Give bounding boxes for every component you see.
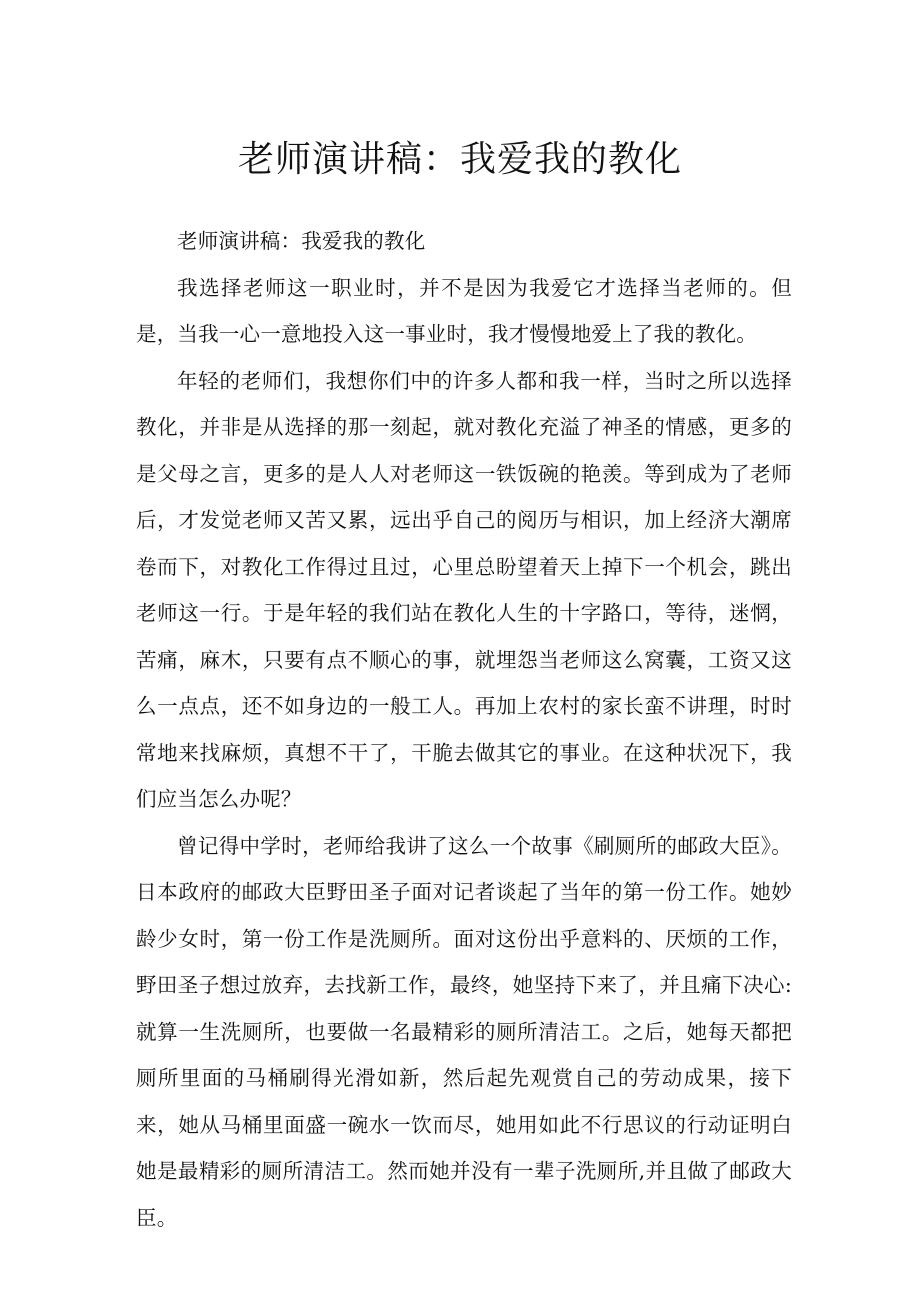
paragraph: 曾记得中学时，老师给我讲了这么一个故事《刷厕所的邮政大臣》。日本政府的邮政大臣野田圣子面对记者谈起了当年的第一份工作。她妙龄少女时，第一份工作是洗厕所。面对这份出乎意料的、厌烦的工作，野田圣子想过放弃，去找新工作，最终，她坚持下来了，并且痛下决心:就算一生洗厕所，也要做一名最精彩的厕所清洁工。之后，她每天都把厕所里面的马桶刷得光滑如新，然后起先观赏自己的劳动成果，接下来，她从马桶里面盛一碗水一饮而尽，她用如此不行思议的行动证明白她是最精彩的厕所清洁工。然而她并没有一辈子洗厕所,并且做了邮政大臣。: [136, 833, 792, 1230]
paragraph-subtitle: 老师演讲稿：我爱我的教化: [177, 229, 426, 253]
paragraph: 我选择老师这一职业时，并不是因为我爱它才选择当老师的。但是，当我一心一意地投入这一事业时，我才慢慢地爱上了我的教化。: [136, 275, 792, 346]
document-body: [136, 218, 792, 1241]
document-title: 老师演讲稿：我爱我的教化: [237, 139, 682, 180]
paragraph: 年轻的老师们，我想你们中的许多人都和我一样，当时之所以选择教化，并非是从选择的那一刻起，就对教化充溢了神圣的情感，更多的是父母之言，更多的是人人对老师这一铁饭碗的艳羡。等到成为了老师后，才发觉老师又苦又累，远出乎自己的阅历与相识，加上经济大潮席卷而下，对教化工作得过且过，心里总盼望着天上掉下一个机会，跳出老师这一行。于是年轻的我们站在教化人生的十字路口，等待，迷惘，苦痛，麻木，只要有点不顺心的事，就埋怨当老师这么窝囊，工资又这么一点点，还不如身边的一般工人。再加上农村的家长蛮不讲理，时时常地来找麻烦，真想不干了，干脆去做其它的事业。在这种状况下，我们应当怎么办呢？: [136, 368, 792, 811]
